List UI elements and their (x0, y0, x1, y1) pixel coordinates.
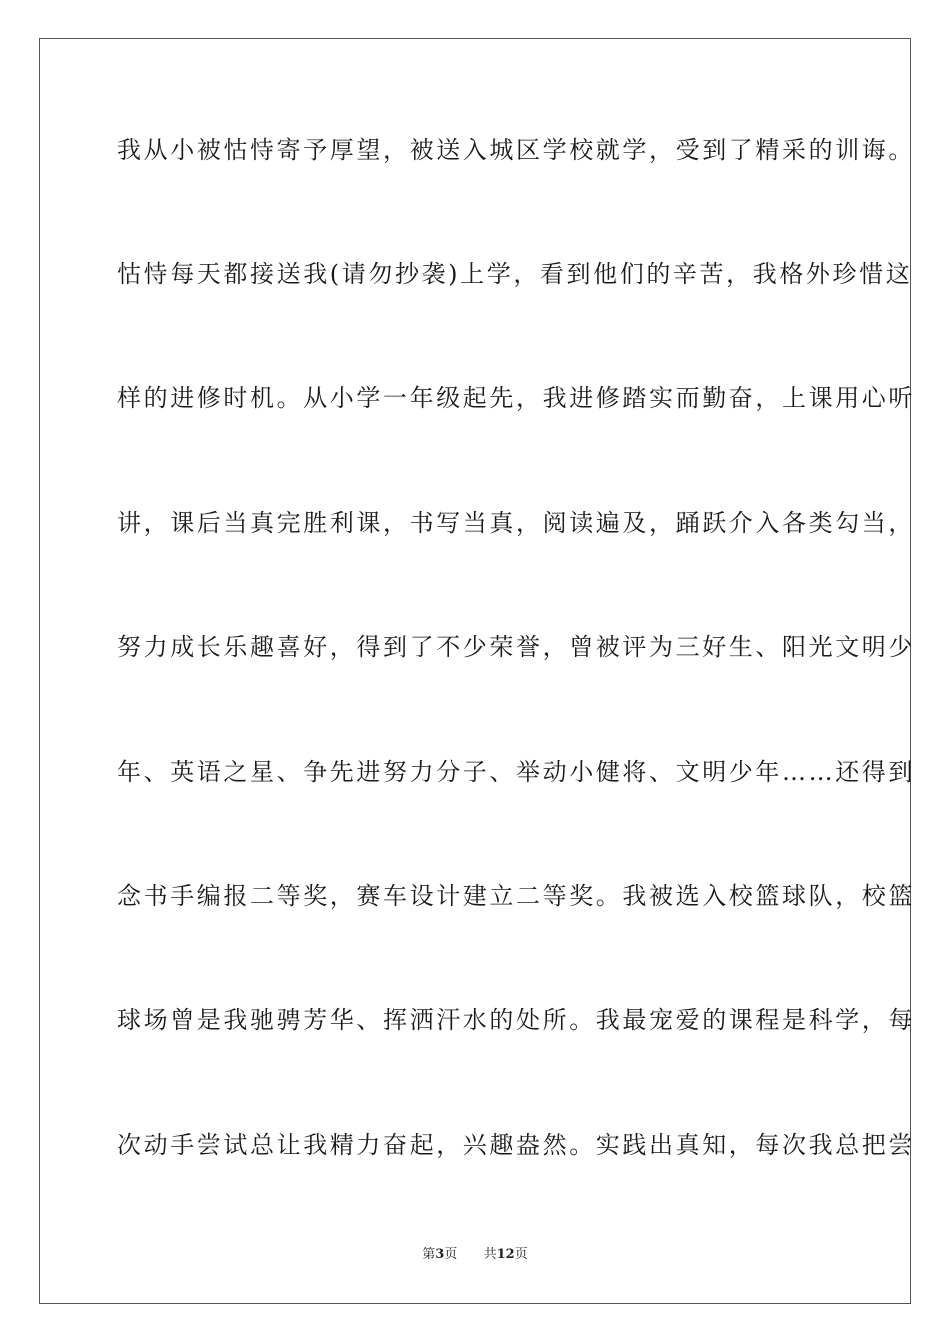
body-text-line: 次动手尝试总让我精力奋起，兴趣盎然。实践出真知，每次我总把尝 (117, 1131, 915, 1159)
body-text-line: 念书手编报二等奖，赛车设计建立二等奖。我被选入校篮球队，校篮 (117, 882, 915, 910)
body-text-line: 怙恃每天都接送我(请勿抄袭)上学，看到他们的辛苦，我格外珍惜这 (117, 260, 913, 288)
total-prefix: 共 (483, 1247, 497, 1262)
body-text-line: 球场曾是我驰骋芳华、挥洒汗水的处所。我最宠爱的课程是科学，每 (117, 1006, 915, 1034)
page-footer (0, 1245, 950, 1265)
body-text-line: 样的进修时机。从小学一年级起先，我进修踏实而勤奋，上课用心听 (117, 384, 915, 412)
page-number: 3 (435, 1247, 445, 1262)
page-suffix: 页 (444, 1247, 458, 1262)
page-prefix: 第 (422, 1247, 436, 1262)
body-text-line: 年、英语之星、争先进努力分子、举动小健将、文明少年……还得到 (117, 758, 915, 786)
total-pages-indicator (484, 1247, 528, 1262)
body-text-line: 我从小被怙恃寄予厚望，被送入城区学校就学，受到了精采的训诲。 (117, 136, 915, 164)
body-text-line: 讲，课后当真完胜利课，书写当真，阅读遍及，踊跃介入各类勾当， (117, 509, 915, 537)
body-text-line: 努力成长乐趣喜好，得到了不少荣誉，曾被评为三好生、阳光文明少 (117, 633, 915, 661)
page-indicator (422, 1247, 461, 1262)
total-suffix: 页 (514, 1247, 528, 1262)
total-page-number: 12 (496, 1247, 515, 1262)
page-border (39, 38, 915, 1304)
